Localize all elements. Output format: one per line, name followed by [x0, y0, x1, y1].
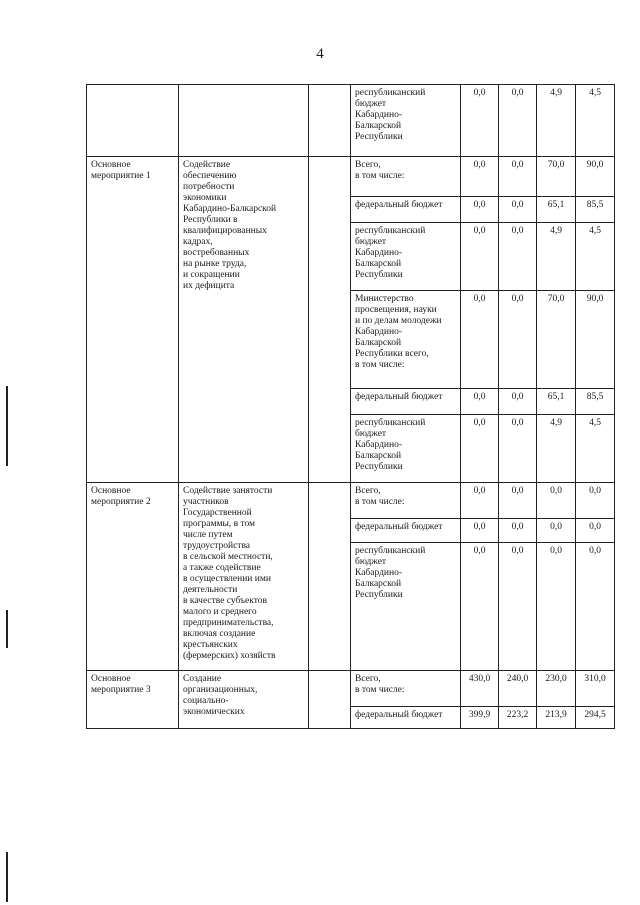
source-cell: федеральный бюджет [351, 389, 461, 415]
value-cell: 0,0 [499, 483, 537, 519]
value-cell: 4,5 [576, 415, 615, 483]
source-cell: федеральный бюджет [351, 197, 461, 223]
source-cell: Министерство просвещения, науки и по делам молодежи Кабардино- Балкарской Республики всего, в том числе: [351, 291, 461, 389]
value-cell: 0,0 [499, 197, 537, 223]
value-cell: 85,5 [576, 389, 615, 415]
table-row [87, 85, 615, 157]
value-cell: 4,9 [537, 415, 576, 483]
source-cell: Всего, в том числе: [351, 671, 461, 707]
scan-mark [6, 386, 8, 466]
value-cell: 4,5 [576, 223, 615, 291]
value-cell: 0,0 [499, 85, 537, 157]
activity-name: Основное мероприятие 1 [87, 157, 179, 483]
value-cell: 0,0 [499, 157, 537, 197]
source-cell: республиканский бюджет Кабардино- Балкарской Республики [351, 85, 461, 157]
value-cell: 0,0 [461, 543, 499, 671]
value-cell: 0,0 [499, 543, 537, 671]
source-cell: республиканский бюджет Кабардино- Балкарской Республики [351, 543, 461, 671]
source-cell: республиканский бюджет Кабардино- Балкарской Республики [351, 223, 461, 291]
budget-table [86, 84, 615, 729]
source-cell: Всего, в том числе: [351, 483, 461, 519]
value-cell: 240,0 [499, 671, 537, 707]
value-cell: 213,9 [537, 707, 576, 729]
value-cell: 399,9 [461, 707, 499, 729]
value-cell: 0,0 [537, 543, 576, 671]
value-cell: 0,0 [576, 483, 615, 519]
value-cell: 70,0 [537, 157, 576, 197]
page-number: 4 [316, 46, 324, 62]
value-cell: 0,0 [461, 157, 499, 197]
activity-description: Содействие занятости участников Государственной программы, в том числе путем трудоустройства в сельской местности, а также содействие в осуществлении ими деятельности в качестве субъектов малого и среднего предпринимательства, включая создание крестьянских (фермерских) хозяйств [179, 483, 309, 671]
value-cell: 85,5 [576, 197, 615, 223]
value-cell: 0,0 [461, 519, 499, 543]
activity-name: Основное мероприятие 3 [87, 671, 179, 729]
value-cell: 0,0 [461, 415, 499, 483]
scan-mark [6, 852, 8, 902]
value-cell: 0,0 [576, 519, 615, 543]
scan-mark [6, 610, 8, 648]
value-cell: 0,0 [461, 85, 499, 157]
source-cell: федеральный бюджет [351, 707, 461, 729]
source-cell: федеральный бюджет [351, 519, 461, 543]
value-cell: 0,0 [576, 543, 615, 671]
value-cell: 4,9 [537, 85, 576, 157]
value-cell: 0,0 [537, 483, 576, 519]
value-cell: 4,9 [537, 223, 576, 291]
table-row [87, 671, 615, 707]
value-cell: 4,5 [576, 85, 615, 157]
source-cell: Всего, в том числе: [351, 157, 461, 197]
table-row [87, 157, 615, 197]
value-cell: 0,0 [461, 223, 499, 291]
value-cell: 0,0 [461, 483, 499, 519]
table-row [87, 483, 615, 519]
value-cell: 0,0 [499, 519, 537, 543]
activity-description: Создание организационных, социально- экономических [179, 671, 309, 729]
value-cell: 0,0 [537, 519, 576, 543]
value-cell: 65,1 [537, 197, 576, 223]
value-cell: 430,0 [461, 671, 499, 707]
value-cell: 0,0 [461, 389, 499, 415]
value-cell: 70,0 [537, 291, 576, 389]
value-cell: 90,0 [576, 291, 615, 389]
value-cell: 0,0 [499, 415, 537, 483]
value-cell: 294,5 [576, 707, 615, 729]
value-cell: 0,0 [461, 291, 499, 389]
activity-description: Содействие обеспечению потребности экономики Кабардино-Балкарской Республики в квалифицированных кадрах, востребованных на рынке труда, и сокращении их дефицита [179, 157, 309, 483]
value-cell: 223,2 [499, 707, 537, 729]
value-cell: 0,0 [461, 197, 499, 223]
value-cell: 65,1 [537, 389, 576, 415]
value-cell: 0,0 [499, 223, 537, 291]
source-cell: республиканский бюджет Кабардино- Балкарской Республики [351, 415, 461, 483]
value-cell: 0,0 [499, 291, 537, 389]
value-cell: 90,0 [576, 157, 615, 197]
activity-name: Основное мероприятие 2 [87, 483, 179, 671]
value-cell: 230,0 [537, 671, 576, 707]
value-cell: 310,0 [576, 671, 615, 707]
value-cell: 0,0 [499, 389, 537, 415]
